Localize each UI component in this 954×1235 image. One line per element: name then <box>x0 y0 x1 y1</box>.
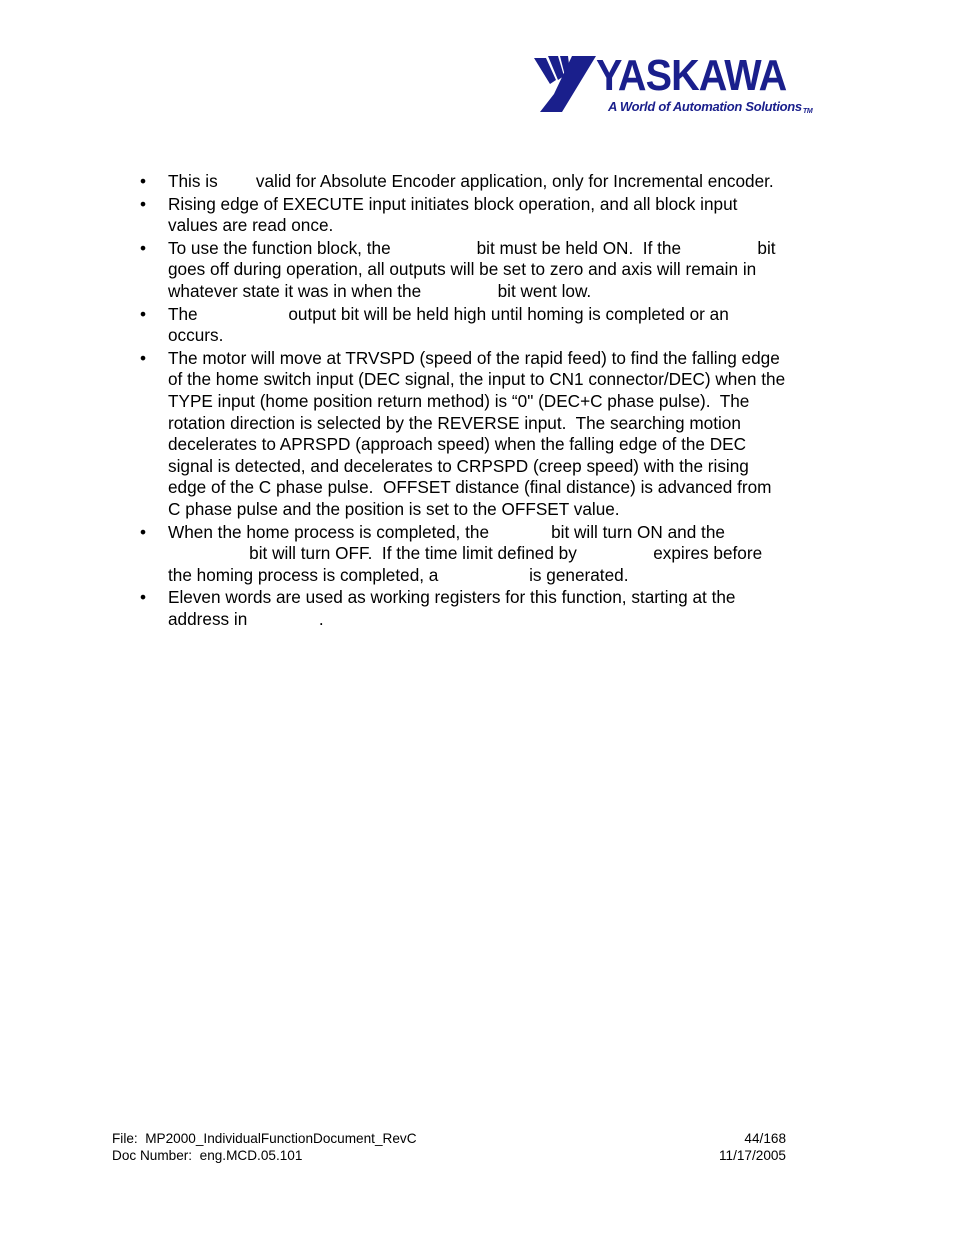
bullet-text-line: When the home process is completed, the bit will turn ON and the <box>168 521 725 542</box>
logo-tagline: A World of Automation Solutions™ <box>608 99 813 115</box>
bullet-dot-icon: • <box>140 303 147 324</box>
bullet-text-line: goes off during operation, all outputs will be set to zero and axis will remain in <box>168 259 757 280</box>
bullet-text-line: values are read once. <box>168 215 334 236</box>
bullet-text-line: This is valid for Absolute Encoder application, only for Incremental encoder. <box>168 171 774 191</box>
footer-date: 11/17/2005 <box>718 1148 786 1163</box>
bullet-item <box>140 238 850 303</box>
bullet-text-line: C phase pulse and the position is set to the OFFSET value. <box>168 498 620 519</box>
bullet-dot-icon: • <box>140 587 147 608</box>
bullet-item <box>140 171 850 193</box>
bullet-item <box>140 304 850 347</box>
yaskawa-mark-icon <box>532 54 600 116</box>
trademark-mark: TM <box>802 108 813 115</box>
bullet-text-line: rotation direction is selected by the REVERSE input. The searching motion <box>168 412 741 433</box>
bullet-dot-icon: • <box>140 521 147 542</box>
bullet-text-line: To use the function block, the bit must be held ON. If the bit <box>168 237 776 258</box>
bullet-text-line: the homing process is completed, a is generated. <box>168 564 629 585</box>
bullet-dot-icon: • <box>140 347 147 368</box>
bullet-text-line: TYPE input (home position return method) is “0" (DEC+C phase pulse). The <box>168 390 750 411</box>
bullet-dot-icon: • <box>140 237 147 258</box>
bullet-text-line: whatever state it was in when the bit went low. <box>168 280 592 301</box>
footer-file: File: MP2000_IndividualFunctionDocument_RevC <box>112 1131 417 1146</box>
bullet-dot-icon: • <box>140 171 147 191</box>
bullet-text-line: address in . <box>168 608 324 629</box>
bullet-list <box>140 171 850 631</box>
bullet-text-line: Rising edge of EXECUTE input initiates block operation, and all block input <box>168 193 738 214</box>
bullet-item <box>140 587 850 630</box>
footer-doc-number: Doc Number: eng.MCD.05.101 <box>112 1148 303 1163</box>
logo-wordmark: YASKAWA <box>596 51 787 100</box>
bullet-text-line: occurs. <box>168 325 224 346</box>
bullet-text-line: The output bit will be held high until homing is completed or an <box>168 303 729 324</box>
bullet-text-line: The motor will move at TRVSPD (speed of the rapid feed) to find the falling edge <box>168 347 780 368</box>
yaskawa-logo <box>532 52 832 118</box>
bullet-text-line: bit will turn OFF. If the time limit defined by expires before <box>168 543 763 564</box>
bullet-text-line: Eleven words are used as working registers for this function, starting at the <box>168 587 736 608</box>
bullet-text-line: signal is detected, and decelerates to CRPSPD (creep speed) with the rising <box>168 455 749 476</box>
bullet-text-line: of the home switch input (DEC signal, the input to CN1 connector/DEC) when the <box>168 369 786 390</box>
page-footer <box>112 1130 786 1164</box>
bullet-item <box>140 194 850 237</box>
bullet-item <box>140 522 850 587</box>
footer-page-number: 44/168 <box>744 1131 786 1146</box>
bullet-dot-icon: • <box>140 193 147 214</box>
bullet-text-line: decelerates to APRSPD (approach speed) when the falling edge of the DEC <box>168 434 747 455</box>
bullet-text-line: edge of the C phase pulse. OFFSET distance (final distance) is advanced from <box>168 477 772 498</box>
bullet-item <box>140 348 850 521</box>
